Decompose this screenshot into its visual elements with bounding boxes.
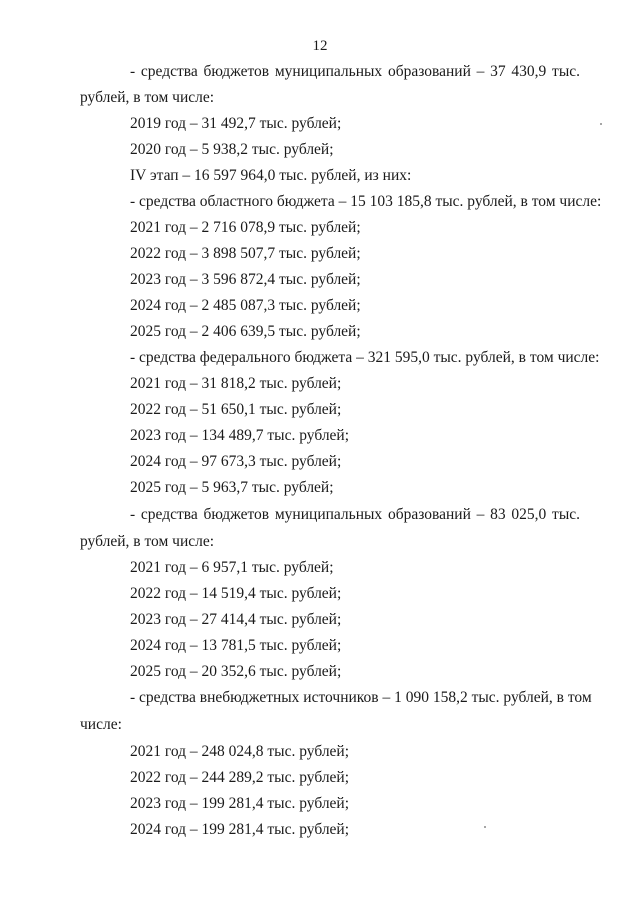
list-item-year-2025: 2025 год – 5 963,7 тыс. рублей; bbox=[130, 479, 334, 496]
paragraph-line-municipal-budget: - средства бюджетов муниципальных образований – 83 025,0 тыс. bbox=[130, 506, 580, 523]
scan-speck bbox=[484, 826, 486, 828]
list-item-year-2024: 2024 год – 97 673,3 тыс. рублей; bbox=[130, 453, 342, 470]
paragraph-line-continuation: рублей, в том числе: bbox=[80, 533, 215, 550]
list-item-year-2025: 2025 год – 2 406 639,5 тыс. рублей; bbox=[130, 323, 361, 340]
list-item-year-2021: 2021 год – 248 024,8 тыс. рублей; bbox=[130, 743, 350, 760]
paragraph-line-extrabudgetary-sources: - средства внебюджетных источников – 1 090 158,2 тыс. рублей, в том bbox=[130, 689, 592, 706]
list-item-year-2024: 2024 год – 2 485 087,3 тыс. рублей; bbox=[130, 297, 361, 314]
paragraph-line-continuation: числе: bbox=[80, 716, 122, 733]
list-item-year-2023: 2023 год – 27 414,4 тыс. рублей; bbox=[130, 611, 342, 628]
paragraph-line-continuation: рублей, в том числе: bbox=[80, 89, 215, 106]
list-item-year-2022: 2022 год – 3 898 507,7 тыс. рублей; bbox=[130, 245, 361, 262]
list-item-year-2023: 2023 год – 134 489,7 тыс. рублей; bbox=[130, 427, 350, 444]
list-item-year-2023: 2023 год – 199 281,4 тыс. рублей; bbox=[130, 795, 350, 812]
list-item-year-2022: 2022 год – 14 519,4 тыс. рублей; bbox=[130, 585, 342, 602]
paragraph-line-federal-budget: - средства федерального бюджета – 321 595,0 тыс. рублей, в том числе: bbox=[130, 349, 600, 366]
list-item-year-2022: 2022 год – 244 289,2 тыс. рублей; bbox=[130, 769, 350, 786]
stage-heading-iv: IV этап – 16 597 964,0 тыс. рублей, из них: bbox=[130, 167, 412, 184]
list-item-year-2024: 2024 год – 13 781,5 тыс. рублей; bbox=[130, 637, 342, 654]
list-item-year-2020: 2020 год – 5 938,2 тыс. рублей; bbox=[130, 141, 334, 158]
paragraph-line-regional-budget: - средства областного бюджета – 15 103 185,8 тыс. рублей, в том числе: bbox=[130, 193, 602, 210]
list-item-year-2021: 2021 год – 2 716 078,9 тыс. рублей; bbox=[130, 219, 361, 236]
list-item-year-2025: 2025 год – 20 352,6 тыс. рублей; bbox=[130, 663, 342, 680]
list-item-year-2022: 2022 год – 51 650,1 тыс. рублей; bbox=[130, 401, 342, 418]
scan-speck bbox=[600, 123, 602, 125]
paragraph-line-municipal-budget-intro: - средства бюджетов муниципальных образований – 37 430,9 тыс. bbox=[130, 63, 580, 80]
list-item-year-2021: 2021 год – 31 818,2 тыс. рублей; bbox=[130, 375, 342, 392]
list-item-year-2023: 2023 год – 3 596 872,4 тыс. рублей; bbox=[130, 271, 361, 288]
page-number: 12 bbox=[312, 38, 328, 54]
list-item-year-2019: 2019 год – 31 492,7 тыс. рублей; bbox=[130, 115, 342, 132]
list-item-year-2021: 2021 год – 6 957,1 тыс. рублей; bbox=[130, 559, 334, 576]
list-item-year-2024: 2024 год – 199 281,4 тыс. рублей; bbox=[130, 821, 350, 838]
